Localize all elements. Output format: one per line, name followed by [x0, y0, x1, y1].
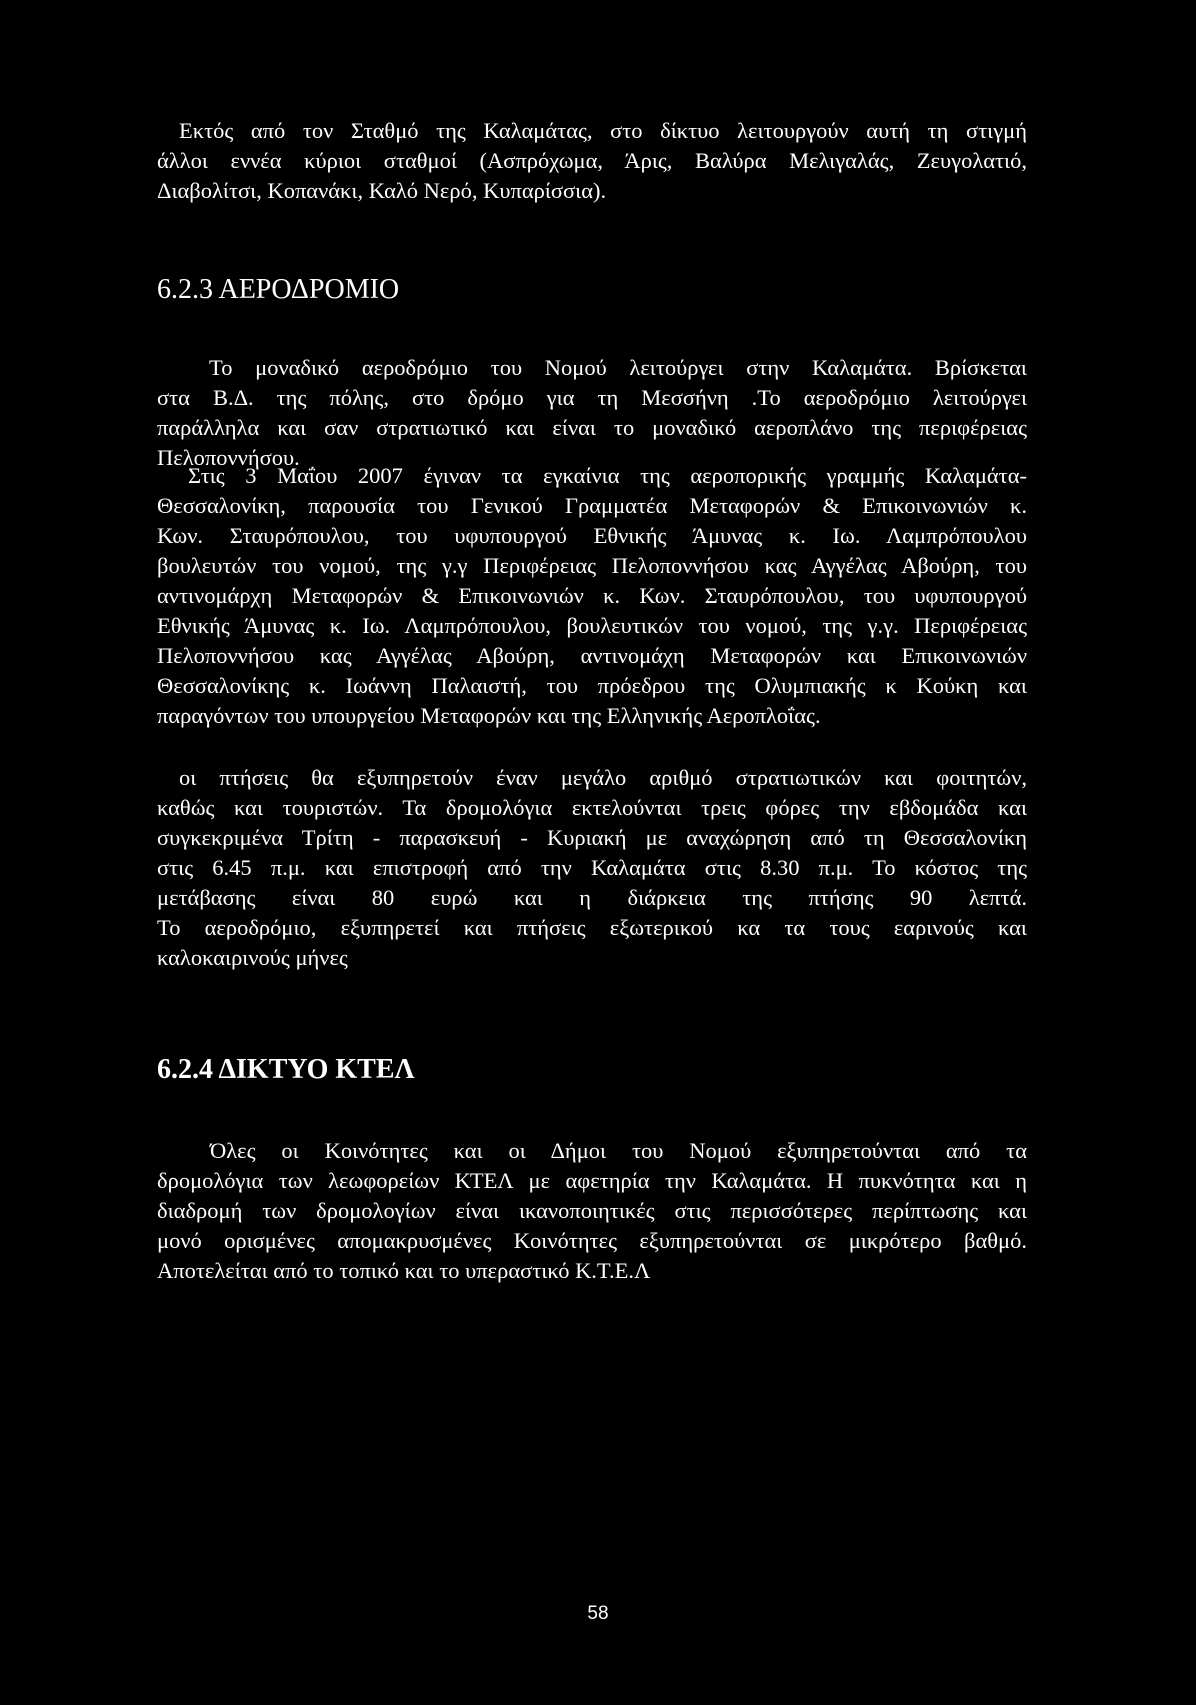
airport-paragraph-1	[157, 353, 1027, 473]
airport-p3-line-6: Το αεροδρόμιο, εξυπηρετεί και πτήσεις εξωτερικού κα τα τους εαρινούς και	[157, 915, 1027, 940]
airport-p1-line-3: παράλληλα και σαν στρατιωτικό και είναι το μοναδικό αεροπλάνο της περιφέρειας	[157, 415, 1027, 440]
airport-p2-line-6: Εθνικής Άμυνας κ. Ιω. Λαμπρόπουλου, βουλευτικών του νομού, της γ.γ. Περιφέρειας	[157, 613, 1027, 638]
page-number: 58	[587, 1603, 609, 1624]
ktel-paragraph	[157, 1136, 1027, 1286]
section-number-airport: 6.2.3	[157, 274, 213, 305]
airport-p1-line-4: Πελοποννήσου.	[157, 445, 300, 470]
ktel-line-3: διαδρομή των δρομολογίων είναι ικανοποιητικές στις περισσότερες περίπτωσης και	[157, 1198, 1027, 1223]
ktel-line-5: Αποτελείται από το τοπικό και το υπεραστικό Κ.Τ.Ε.Λ	[157, 1258, 651, 1283]
section-title-ktel: ΔΙΚΤΥΟ ΚΤΕΛ	[218, 1054, 415, 1085]
airport-p2-line-8: Θεσσαλονίκης κ. Ιωάννη Παλαιστή, του πρόεδρου της Ολυμπιακής κ Κούκη και	[157, 673, 1027, 698]
intro-line-2: άλλοι εννέα κύριοι σταθμοί (Ασπρόχωμα, Άρις, Βαλύρα Μελιγαλάς, Ζευγολατιό,	[157, 148, 1027, 173]
airport-p3-line-5: μετάβασης είναι 80 ευρώ και η διάρκεια της πτήσης 90 λεπτά.	[157, 885, 1027, 910]
airport-p3-line-3: συγκεκριμένα Τρίτη - παρασκευή - Κυριακή με αναχώρηση από τη Θεσσαλονίκη	[157, 825, 1027, 850]
airport-p2-line-9: παραγόντων του υπουργείου Μεταφορών και της Ελληνικής Αεροπλοΐας.	[157, 703, 821, 728]
airport-paragraph-2	[157, 461, 1027, 731]
section-title-airport: ΑΕΡΟΔΡΟΜΙΟ	[218, 274, 400, 305]
section-number-ktel: 6.2.4	[157, 1054, 213, 1085]
airport-p2-line-4: βουλευτών του νομού, της γ.γ Περιφέρειας Πελοποννήσου κας Αγγέλας Αβούρη, του	[157, 553, 1027, 578]
intro-paragraph	[157, 116, 1027, 206]
airport-p2-line-2: Θεσσαλονίκη, παρουσία του Γενικού Γραμματέα Μεταφορών & Επικοινωνιών κ.	[157, 493, 1027, 518]
ktel-line-1: Όλες οι Κοινότητες και οι Δήμοι του Νομού εξυπηρετούνται από τα	[210, 1138, 1027, 1163]
airport-p3-line-1: οι πτήσεις θα εξυπηρετούν έναν μεγάλο αριθμό στρατιωτικών και φοιτητών,	[179, 765, 1027, 790]
airport-paragraph-3	[157, 763, 1027, 973]
ktel-line-4: μονό ορισμένες απομακρυσμένες Κοινότητες εξυπηρετούνται σε μικρότερο βαθμό.	[157, 1228, 1027, 1253]
airport-p1-line-1: Το μοναδικό αεροδρόμιο του Νομού λειτούργει στην Καλαμάτα. Βρίσκεται	[209, 355, 1027, 380]
airport-p3-line-4: στις 6.45 π.μ. και επιστροφή από την Καλαμάτα στις 8.30 π.μ. Το κόστος της	[157, 855, 1027, 880]
airport-p2-line-1: Στις 3 Μαΐου 2007 έγιναν τα εγκαίνια της αεροπορικής γραμμής Καλαμάτα-	[188, 463, 1027, 488]
airport-p3-line-7: καλοκαιρινούς μήνες	[157, 945, 348, 970]
section-heading-ktel	[157, 1053, 415, 1087]
intro-line-3: Διαβολίτσι, Κοπανάκι, Καλό Νερό, Κυπαρίσσια).	[157, 178, 607, 203]
airport-p2-line-7: Πελοποννήσου κας Αγγέλας Αβούρη, αντινομάχη Μεταφορών και Επικοινωνιών	[157, 643, 1027, 668]
airport-p2-line-5: αντινομάρχη Μεταφορών & Επικοινωνιών κ. Κων. Σταυρόπουλου, του υφυπουργού	[157, 583, 1027, 608]
airport-p3-line-2: καθώς και τουριστών. Τα δρομολόγια εκτελούνται τρεις φόρες την εβδομάδα και	[157, 795, 1027, 820]
intro-line-1: Εκτός από τον Σταθμό της Καλαμάτας, στο δίκτυο λειτουργούν αυτή τη στιγμή	[179, 118, 1027, 143]
airport-p2-line-3: Κων. Σταυρόπουλου, του υφυπουργού Εθνικής Άμυνας κ. Ιω. Λαμπρόπουλου	[157, 523, 1027, 548]
airport-p1-line-2: στα Β.Δ. της πόλης, στο δρόμο για τη Μεσσήνη .Το αεροδρόμιο λειτούργει	[157, 385, 1027, 410]
ktel-line-2: δρομολόγια των λεωφορείων ΚΤΕΛ με αφετηρία την Καλαμάτα. Η πυκνότητα και η	[157, 1168, 1027, 1193]
section-heading-airport	[157, 273, 399, 307]
